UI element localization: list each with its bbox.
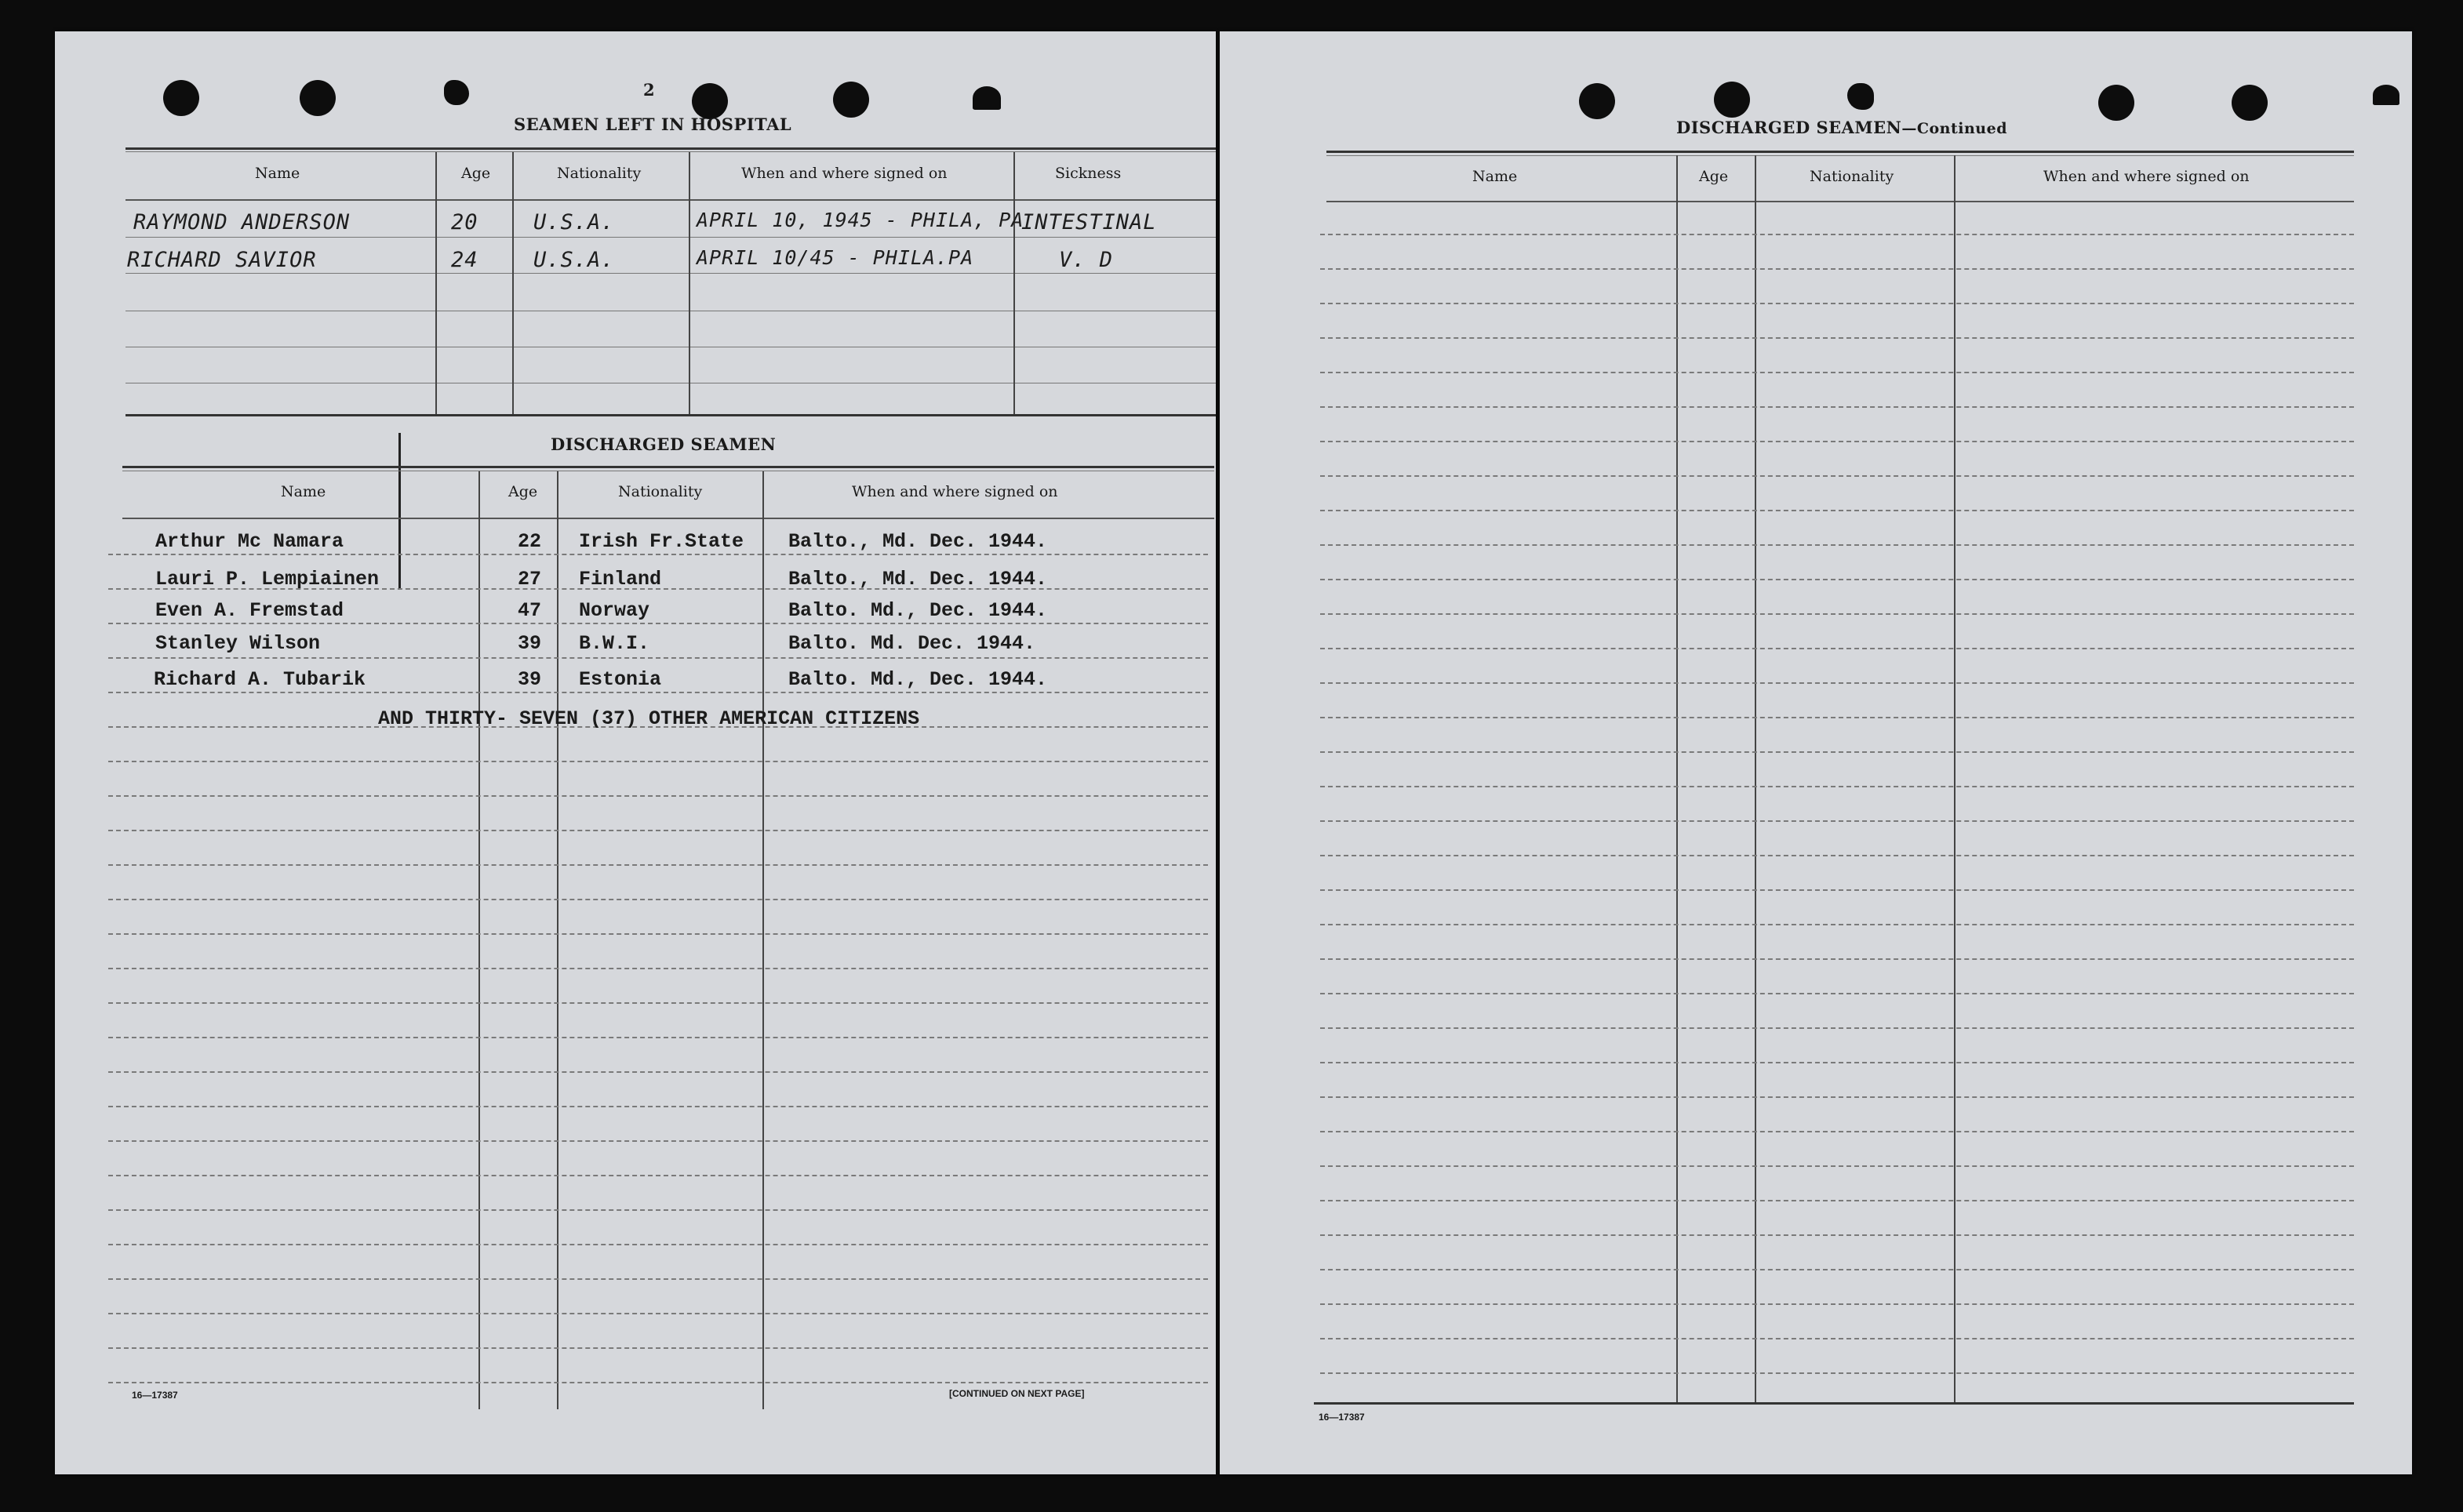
right-page-title-main: DISCHARGED SEAMEN: [1676, 118, 1902, 137]
ruled-line: [1320, 1062, 2354, 1063]
right-page: [1220, 31, 2412, 1474]
ruled-line: [1320, 1131, 2354, 1132]
ruled-line: [108, 933, 1208, 935]
ruled-line: [108, 692, 1208, 693]
discharged-section-title: DISCHARGED SEAMEN: [551, 434, 777, 454]
ruled-line: [1320, 1027, 2354, 1029]
punch-hole-icon: [2098, 85, 2134, 121]
discharged-col-nationality: Nationality: [618, 483, 703, 500]
punch-hole-icon: [973, 86, 1001, 110]
ruled-line: [108, 1347, 1208, 1349]
ruled-line: [108, 1313, 1208, 1314]
hospital-row-name: RAYMOND ANDERSON: [133, 210, 351, 234]
page-number: 2: [643, 80, 656, 100]
form-number: 16—17387: [132, 1390, 178, 1401]
ruled-line: [1320, 337, 2354, 339]
discharged-row-nationality: Irish Fr.State: [579, 530, 744, 553]
punch-hole-icon: [2373, 85, 2399, 105]
ruled-line: [1320, 1234, 2354, 1236]
ruled-line: [108, 1382, 1208, 1383]
continued-col-nationality: Nationality: [1810, 168, 1894, 185]
ruled-line: [1320, 234, 2354, 235]
discharged-row-nationality: Finland: [579, 568, 662, 591]
discharged-row-name: Even A. Fremstad: [155, 599, 344, 622]
ruled-line: [1320, 993, 2354, 994]
discharged-col-age: Age: [508, 483, 538, 500]
ruled-line: [108, 830, 1208, 831]
discharged-row-signed-on: Balto., Md. Dec. 1944.: [788, 530, 1048, 553]
hospital-row-signed-on: APRIL 10, 1945 - PHILA, PA: [697, 209, 1024, 231]
hospital-row-sickness: INTESTINAL: [1021, 210, 1157, 234]
hospital-row-sickness: V. D: [1059, 248, 1114, 272]
punch-hole-icon: [444, 80, 469, 105]
hospital-row-age: 24: [451, 248, 478, 272]
ruled-line: [1320, 1303, 2354, 1305]
hospital-section-title: SEAMEN LEFT IN HOSPITAL: [514, 114, 792, 134]
discharged-row-nationality: B.W.I.: [579, 632, 650, 655]
ruled-line: [1320, 406, 2354, 408]
discharged-row-nationality: Estonia: [579, 668, 662, 691]
discharged-row-signed-on: Balto. Md., Dec. 1944.: [788, 668, 1048, 691]
hospital-col-signed-on: When and where signed on: [741, 165, 948, 182]
ruled-line: [108, 657, 1208, 659]
ruled-line: [108, 554, 1208, 555]
ruled-line: [1320, 786, 2354, 787]
ruled-line: [108, 1140, 1208, 1142]
continued-col-signed-on: When and where signed on: [2043, 168, 2250, 185]
ruled-line: [1320, 1165, 2354, 1167]
ruled-line: [108, 1106, 1208, 1107]
discharged-col-signed-on: When and where signed on: [852, 483, 1058, 500]
ruled-line: [108, 1002, 1208, 1004]
continued-col-age: Age: [1699, 168, 1729, 185]
discharged-col-name: Name: [281, 483, 326, 500]
right-page-title: [1676, 118, 2007, 137]
ruled-line: [108, 795, 1208, 797]
ruled-line: [1320, 1269, 2354, 1270]
ruled-line: [108, 1037, 1208, 1038]
ruled-line: [1320, 924, 2354, 925]
discharged-row-signed-on: Balto., Md. Dec. 1944.: [788, 568, 1048, 591]
discharged-note: AND THIRTY- SEVEN (37) OTHER AMERICAN CITIZENS: [378, 707, 920, 730]
hospital-col-age: Age: [461, 165, 491, 182]
ruled-line: [1320, 682, 2354, 684]
discharged-row-age: 27: [518, 568, 542, 591]
hospital-row-name: RICHARD SAVIOR: [127, 248, 317, 272]
ruled-line: [108, 1278, 1208, 1280]
punch-hole-icon: [163, 80, 199, 116]
ruled-line: [108, 899, 1208, 900]
punch-hole-icon: [300, 80, 336, 116]
ruled-line: [108, 1244, 1208, 1245]
ruled-line: [108, 864, 1208, 866]
ruled-line: [108, 623, 1208, 624]
discharged-row-age: 39: [518, 632, 542, 655]
ruled-line: [1320, 544, 2354, 546]
ruled-line: [1320, 717, 2354, 718]
punch-hole-icon: [1579, 83, 1615, 119]
discharged-row-name: Arthur Mc Namara: [155, 530, 344, 553]
discharged-row-age: 22: [518, 530, 542, 553]
continued-note: [CONTINUED ON NEXT PAGE]: [949, 1388, 1085, 1399]
form-number-right: 16—17387: [1319, 1412, 1365, 1423]
hospital-row-age: 20: [451, 210, 478, 234]
ruled-line: [1320, 1338, 2354, 1339]
ruled-line: [108, 1209, 1208, 1211]
ruled-line: [1320, 303, 2354, 304]
ruled-line: [1320, 1372, 2354, 1374]
ruled-line: [1320, 958, 2354, 960]
ruled-line: [1320, 889, 2354, 891]
punch-hole-icon: [833, 82, 869, 118]
ruled-line: [1320, 613, 2354, 615]
ruled-line: [1320, 510, 2354, 511]
punch-hole-icon: [1714, 82, 1750, 118]
hospital-col-name: Name: [255, 165, 300, 182]
discharged-row-signed-on: Balto. Md., Dec. 1944.: [788, 599, 1048, 622]
discharged-row-age: 39: [518, 668, 542, 691]
ruled-line: [108, 761, 1208, 762]
ruled-line: [1320, 475, 2354, 477]
left-page: [55, 31, 1216, 1474]
ruled-line: [1320, 268, 2354, 270]
ruled-line: [108, 1175, 1208, 1176]
discharged-row-signed-on: Balto. Md. Dec. 1944.: [788, 632, 1036, 655]
discharged-row-name: Richard A. Tubarik: [154, 668, 366, 691]
ruled-line: [108, 1071, 1208, 1073]
hospital-col-sickness: Sickness: [1055, 165, 1122, 182]
hospital-row-nationality: U.S.A.: [533, 248, 615, 272]
ruled-line: [1320, 751, 2354, 753]
ruled-line: [1320, 648, 2354, 649]
ruled-line: [1320, 1200, 2354, 1201]
discharged-row-nationality: Norway: [579, 599, 650, 622]
ruled-line: [1320, 372, 2354, 373]
hospital-row-nationality: U.S.A.: [533, 210, 615, 234]
ruled-line: [1320, 579, 2354, 580]
hospital-col-nationality: Nationality: [557, 165, 642, 182]
right-page-title-suffix: —Continued: [1901, 120, 2007, 137]
discharged-row-name: Lauri P. Lempiainen: [155, 568, 380, 591]
punch-hole-icon: [1847, 83, 1874, 110]
hospital-row-signed-on: APRIL 10/45 - PHILA.PA: [697, 246, 974, 269]
punch-hole-icon: [2232, 85, 2268, 121]
ruled-line: [108, 968, 1208, 969]
ruled-line: [1320, 1096, 2354, 1098]
continued-col-name: Name: [1472, 168, 1518, 185]
discharged-row-age: 47: [518, 599, 542, 622]
ruled-line: [1320, 855, 2354, 856]
ruled-line: [1320, 820, 2354, 822]
discharged-row-name: Stanley Wilson: [155, 632, 321, 655]
ruled-line: [1320, 441, 2354, 442]
